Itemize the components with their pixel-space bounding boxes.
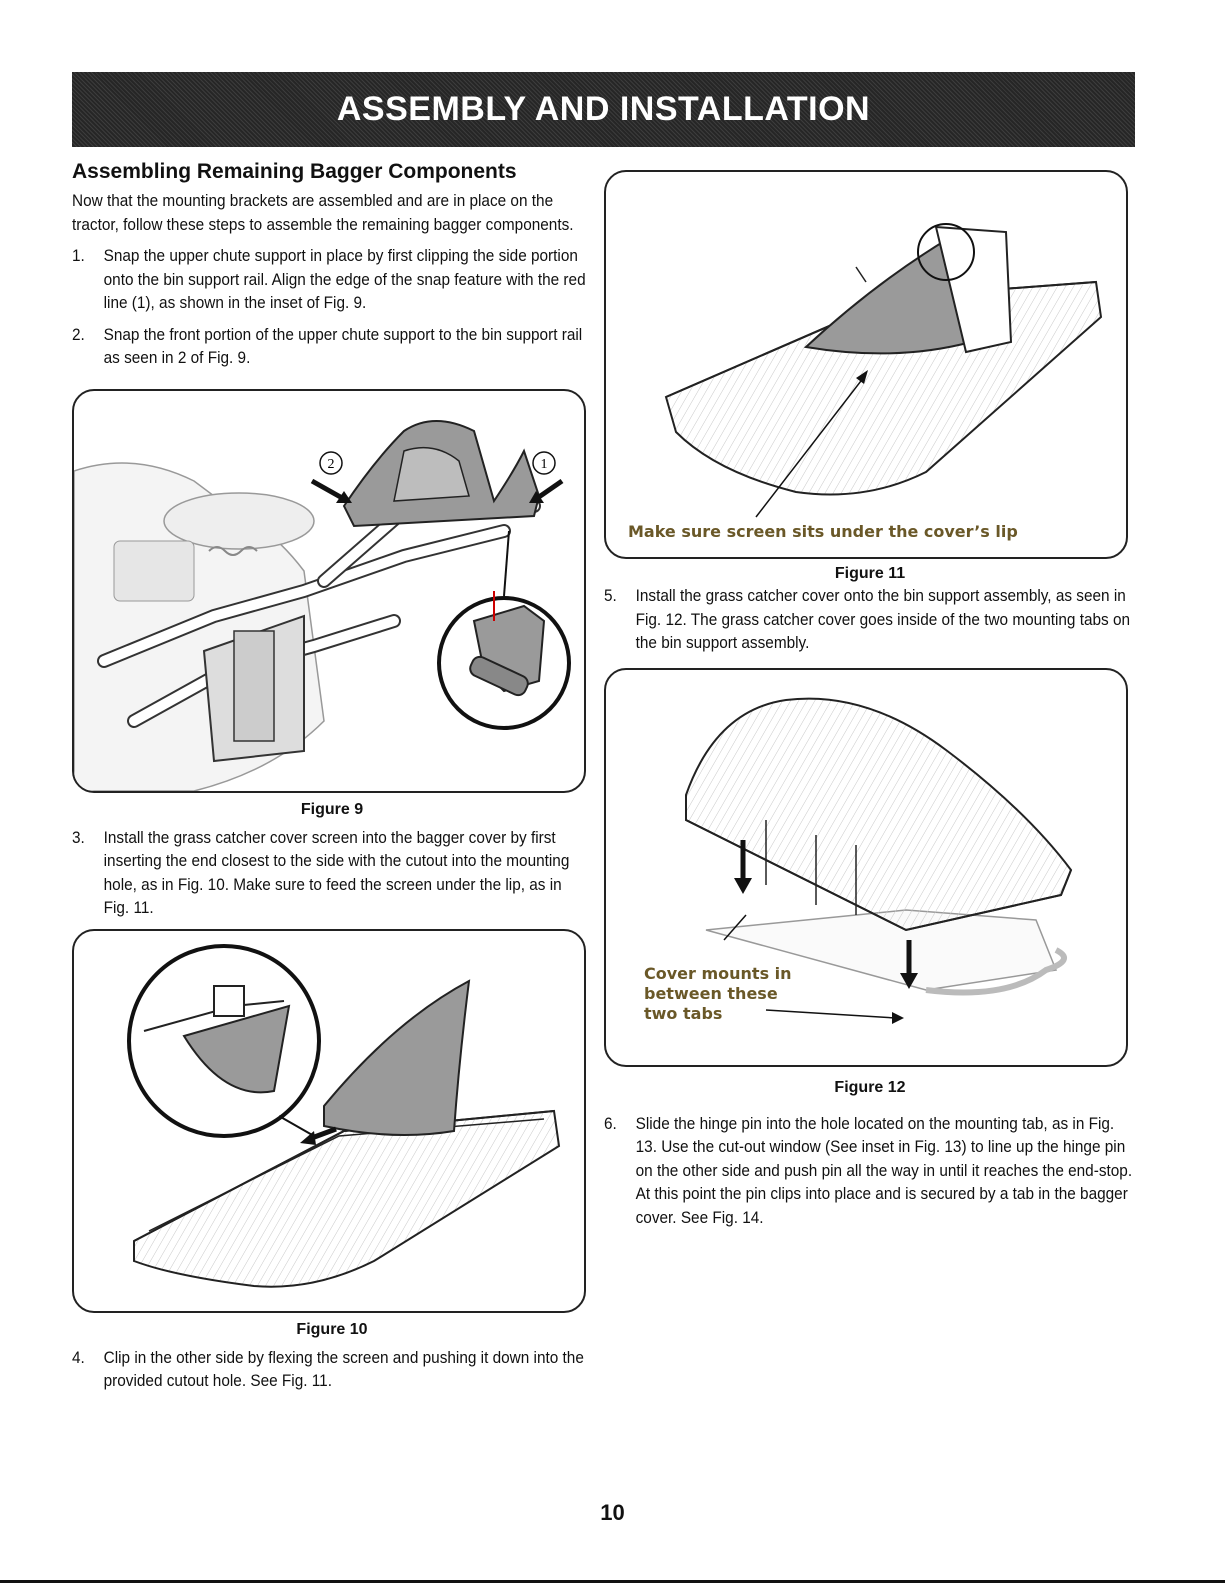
- steps-3: [72, 827, 589, 921]
- right-column: [604, 170, 1136, 1230]
- step-item: [72, 1347, 589, 1394]
- steps-6: [604, 1113, 1133, 1231]
- page-number: 10: [600, 1500, 625, 1525]
- figure-12-caption: Figure 12: [834, 1078, 906, 1096]
- figure-10-caption: Figure 10: [296, 1320, 368, 1338]
- figure-11-caption: Figure 11: [834, 565, 906, 582]
- step-item: [604, 1113, 1133, 1231]
- step-text: Install the grass catcher cover onto the bin support assembly, as seen in Fig. 12. The grass catcher cover goes inside of the two mounting tabs on the bin support assembly.: [635, 587, 1131, 652]
- step-item: [604, 585, 1133, 656]
- figure-11-illustration: [604, 170, 1128, 559]
- figure-12-callout-line3: two tabs: [644, 1003, 723, 1023]
- intro-paragraph: Now that the mounting brackets are assembled and are in place on the tractor, follow these steps to assemble the remaining bagger components.: [72, 192, 574, 234]
- figure-12-illustration: [604, 668, 1128, 1067]
- section-intro: [72, 190, 589, 371]
- left-column: [72, 160, 592, 1394]
- figure-11-callout: Make sure screen sits under the cover’s lip: [628, 522, 1018, 541]
- step-number: 3.: [72, 828, 85, 847]
- step-text: Slide the hinge pin into the hole located on the mounting tab, as in Fig. 13. Use the cut-out window (See inset in Fig. 13) to line up the hinge pin on the other side and push pin all the way in until it reaches the end-stop. At this point the pin clips into place and is secured by a tab in the bagger cover. See Fig. 14.: [635, 1114, 1133, 1227]
- figure-10-illustration: [72, 929, 586, 1313]
- step-item: [72, 324, 589, 371]
- steps-5: [604, 585, 1133, 656]
- steps-4: [72, 1347, 589, 1394]
- step-number: 5.: [604, 587, 617, 605]
- figure-12-callout-line1: Cover mounts in: [644, 963, 792, 983]
- step-number: 4.: [72, 1348, 85, 1367]
- step-number: 1.: [72, 247, 85, 265]
- step-number: 2.: [72, 325, 85, 344]
- step-item: [72, 245, 589, 316]
- marker-2: 2: [327, 456, 335, 472]
- figure-12-callout: [644, 964, 792, 1024]
- step-number: 6.: [604, 1114, 617, 1133]
- figure-10-drawing: [74, 931, 584, 1311]
- figure-9-drawing: [74, 391, 584, 791]
- section-title: Assembling Remaining Bagger Components: [72, 160, 517, 183]
- step-text: Clip in the other side by flexing the screen and pushing it down into the provided cutout hole. See Fig. 11.: [103, 1348, 584, 1390]
- page-header-title: ASSEMBLY AND INSTALLATION: [336, 90, 871, 128]
- marker-1: 1: [540, 456, 548, 472]
- figure-9-illustration: [72, 389, 586, 793]
- step-text: Snap the front portion of the upper chute support to the bin support rail as seen in 2 of Fig. 9.: [103, 325, 583, 367]
- bottom-divider: [0, 1580, 1225, 1583]
- step-text: Install the grass catcher cover screen into the bagger cover by first inserting the end closest to the side with the cutout into the mounting hole, as in Fig. 10. Make sure to feed the screen under the lip, as in Fig. 11.: [103, 828, 570, 917]
- step-item: [72, 827, 589, 921]
- step-text: Snap the upper chute support in place by first clipping the side portion onto the bin support rail. Align the edge of the snap feature with the red line (1), as shown in the inset of Fig. 9.: [103, 247, 586, 312]
- figure-9-caption: Figure 9: [300, 800, 364, 818]
- header-banner: [72, 72, 1135, 147]
- figure-12-callout-line2: between these: [644, 983, 778, 1003]
- figure-11-drawing: [606, 172, 1126, 557]
